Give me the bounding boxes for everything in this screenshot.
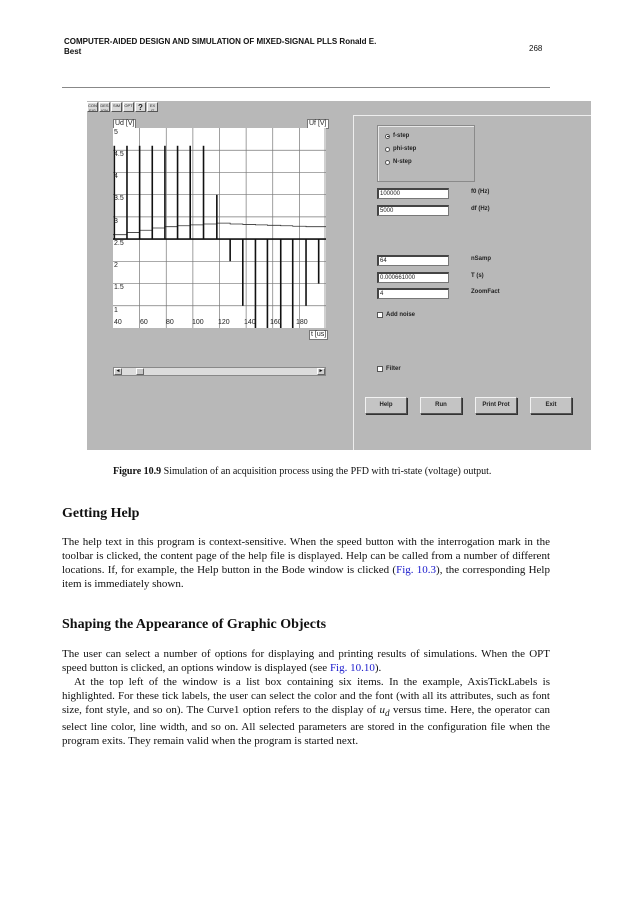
y-left-axis-label: Ud [V] (115, 120, 135, 127)
x-tick-label: 160 (270, 319, 282, 326)
figure-caption (113, 466, 491, 477)
df-label: df (Hz) (471, 206, 490, 212)
zoomfact-field[interactable]: 4 (377, 288, 449, 299)
paragraph-text: ), the corresponding Help item is immediately shown. (62, 564, 550, 590)
t-field[interactable]: 0.000661000 (377, 272, 449, 283)
radio-f-step[interactable] (385, 133, 409, 139)
exit-icon[interactable]: EX IT (147, 102, 158, 112)
scroll-right-arrow-icon[interactable]: ► (318, 369, 324, 374)
df-field[interactable]: 5000 (377, 205, 449, 216)
paragraph-text: ). (374, 662, 382, 674)
radio-n-step[interactable] (385, 159, 412, 165)
nsamp-label: nSamp (471, 256, 492, 262)
radio-label: f-step (393, 133, 410, 139)
checkbox-label: Filter (386, 366, 401, 372)
y-tick-label: 5 (114, 129, 118, 136)
radio-selected-icon (385, 134, 390, 139)
section-heading: Shaping the Appearance of Graphic Objects (62, 617, 327, 632)
scroll-left-arrow-icon[interactable]: ◄ (115, 369, 121, 374)
radio-unselected-icon (385, 160, 390, 165)
time-scrollbar[interactable] (113, 367, 326, 376)
section-heading: Getting Help (62, 506, 140, 521)
figure-link[interactable]: Fig. 10.3 (396, 564, 437, 576)
f0-label: f0 (Hz) (471, 189, 490, 195)
y-tick-label: 3 (114, 218, 118, 225)
paragraph-text: The help text in this program is context-sensitive. When the speed button with the interrogation mark in the toolbar is clicked, the content page of the help file is displayed. Help can be called from a number of different locations. If, for example, the Help button in the Bode window is clicked ( (62, 536, 550, 576)
x-tick-label: 120 (218, 319, 230, 326)
radio-unselected-icon (385, 147, 390, 152)
x-tick-label: 140 (244, 319, 256, 326)
paragraph (62, 535, 550, 591)
toolbar (87, 102, 158, 113)
help-icon[interactable]: ? (135, 102, 146, 112)
x-tick-label: 60 (140, 319, 148, 326)
x-tick-label: 100 (192, 319, 204, 326)
checkbox-label: Add noise (386, 312, 416, 318)
caption-text: Simulation of an acquisition process using the PFD with tri-state (voltage) output. (161, 466, 492, 477)
y-tick-label: 4 (114, 173, 118, 180)
y-tick-label: 4.5 (114, 151, 124, 158)
paragraph-text: The user can select a number of options for displaying and printing results of simulations. When the OPT speed button is clicked, an options window is displayed (see (62, 648, 550, 674)
radio-label: phi-step (393, 146, 417, 152)
y-right-axis-label: Uf [V] (309, 120, 327, 127)
exit-button[interactable]: Exit (530, 397, 572, 414)
y-tick-label: 1 (114, 307, 118, 314)
zoomfact-label: ZoomFact (471, 289, 500, 295)
plot-area (113, 128, 326, 328)
f0-field[interactable]: 100000 (377, 188, 449, 199)
y-tick-label: 1.5 (114, 284, 124, 291)
radio-phi-step[interactable] (385, 146, 416, 152)
checkbox-icon (377, 312, 383, 318)
paragraph (62, 647, 550, 675)
add-noise-checkbox[interactable] (377, 312, 415, 318)
x-tick-label: 180 (296, 319, 308, 326)
figure-number: Figure 10.9 (113, 466, 162, 477)
help-button[interactable]: Help (365, 397, 407, 414)
config-icon[interactable]: CON FIG (88, 103, 97, 112)
checkbox-icon (377, 366, 383, 372)
y-tick-label: 2 (114, 262, 118, 269)
y-tick-label: 2.5 (114, 240, 124, 247)
figure-link[interactable]: Fig. 10.10 (329, 662, 375, 674)
header-rule (62, 87, 550, 88)
paragraph (62, 675, 550, 748)
filter-checkbox[interactable] (377, 366, 401, 372)
variable-subscript: d (384, 708, 390, 719)
radio-label: N-step (393, 159, 412, 165)
y-tick-label: 3.5 (114, 195, 124, 202)
sim-icon[interactable]: SIM (111, 102, 122, 112)
x-tick-label: 40 (114, 319, 122, 326)
paragraph-text: At the top left of the window is a list box containing six items. In the example, AxisTickLabels is highlighted. For these tick labels, the user can select the color and the font (with all its attributes, such as font size, font style, and so on). The Curve1 option refers to the display of (62, 676, 550, 716)
run-button[interactable]: Run (420, 397, 462, 414)
t-label: T (s) (471, 273, 484, 279)
design-icon[interactable]: DES IGN (100, 103, 109, 112)
paragraph-text: versus time. Here, the operator can select line color, line width, and so on. All selected parameters are stored in the configuration file when the program exits. They remain valid when the program is started next. (62, 704, 550, 748)
print-prot-button[interactable]: Print Prot (475, 397, 517, 414)
variable-u: u (379, 704, 385, 716)
running-header (64, 37, 534, 56)
plot-svg (113, 128, 326, 328)
running-title-line2: Best (64, 46, 82, 56)
page-number: 268 (529, 44, 543, 53)
x-axis-label: t [us] (311, 331, 327, 338)
options-icon[interactable]: OPT (123, 102, 134, 112)
scroll-thumb[interactable] (136, 368, 144, 375)
x-tick-label: 80 (166, 319, 174, 326)
running-title-line1: COMPUTER-AIDED DESIGN AND SIMULATION OF MIXED-SIGNAL PLLS Ronald E. (64, 37, 377, 46)
nsamp-field[interactable]: 64 (377, 255, 449, 266)
